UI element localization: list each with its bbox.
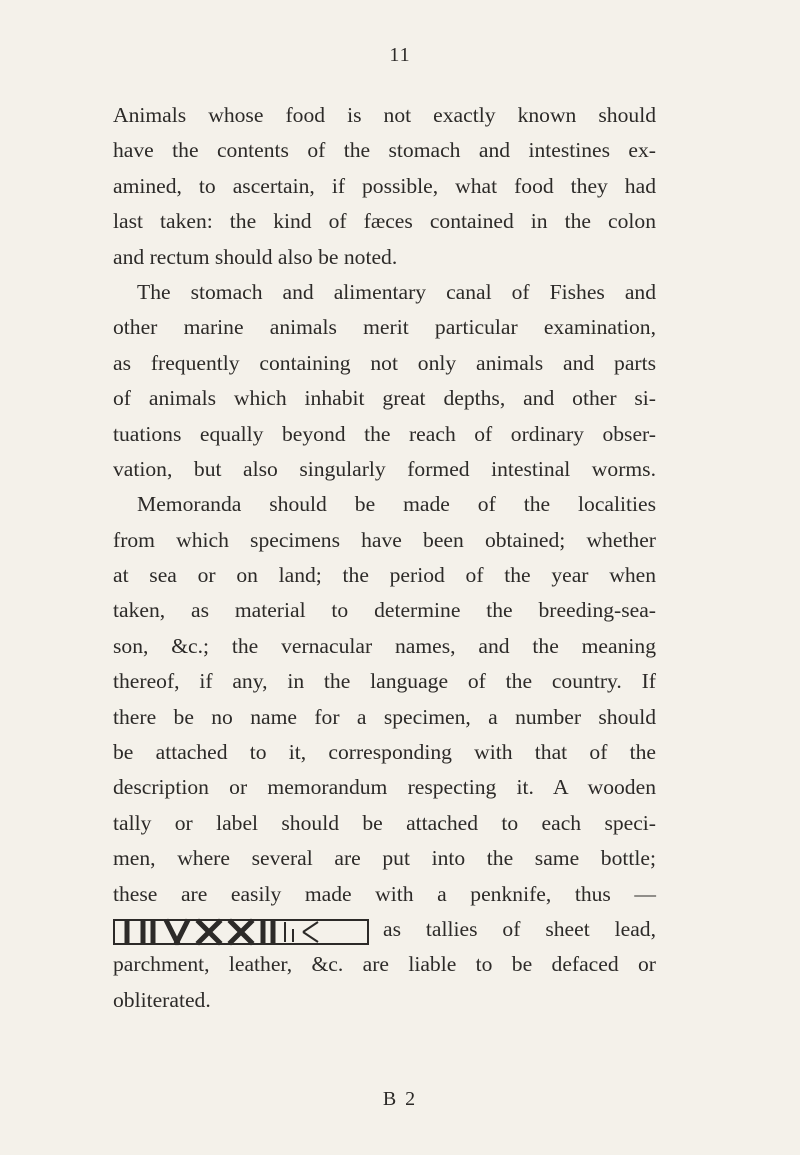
text-line: these are easily made with a penknife, thus — <box>113 881 656 906</box>
text-line: from which specimens have been obtained; whether <box>113 527 656 552</box>
text-line: parchment, leather, &c. are liable to be defaced or <box>113 952 656 977</box>
text-line: Memoranda should be made of the localities <box>137 492 656 517</box>
page-number: 11 <box>389 44 411 66</box>
text-line: have the contents of the stomach and intestines ex- <box>113 138 656 163</box>
text-line: thereof, if any, in the language of the country. If <box>113 669 656 694</box>
text-line: men, where several are put into the same bottle; <box>113 846 656 871</box>
text-line: son, &c.; the vernacular names, and the meaning <box>113 633 656 658</box>
tally-caption: as tallies of sheet lead, <box>383 916 656 941</box>
text-line: description or memorandum respecting it. A wooden <box>113 775 656 800</box>
tally-line <box>113 912 656 947</box>
body-text <box>113 98 656 1018</box>
text-line: tally or label should be attached to each speci- <box>113 810 656 835</box>
text-line: Animals whose food is not exactly known should <box>113 103 656 127</box>
text-line: of animals which inhabit great depths, and other si- <box>113 386 656 411</box>
text-line: amined, to ascertain, if possible, what food they had <box>113 173 656 198</box>
text-line: other marine animals merit particular examination, <box>113 315 656 340</box>
text-line: obliterated. <box>113 987 211 1012</box>
text-line: and rectum should also be noted. <box>113 244 398 269</box>
text-line: tuations equally beyond the reach of ordinary obser- <box>113 421 656 446</box>
signature-mark: B 2 <box>382 1088 418 1110</box>
text-line: vation, but also singularly formed intestinal worms. <box>113 456 656 481</box>
text-line: at sea or on land; the period of the year when <box>113 563 656 588</box>
wooden-tally-illustration <box>113 917 369 947</box>
text-line: as frequently containing not only animals and parts <box>113 350 656 375</box>
text-line: be attached to it, corresponding with that of the <box>113 740 656 765</box>
text-line: The stomach and alimentary canal of Fishes and <box>137 279 656 304</box>
text-line: there be no name for a specimen, a number should <box>113 704 656 729</box>
text-line: last taken: the kind of fæces contained in the colon <box>113 209 656 234</box>
text-line: taken, as material to determine the breeding-sea- <box>113 598 656 623</box>
